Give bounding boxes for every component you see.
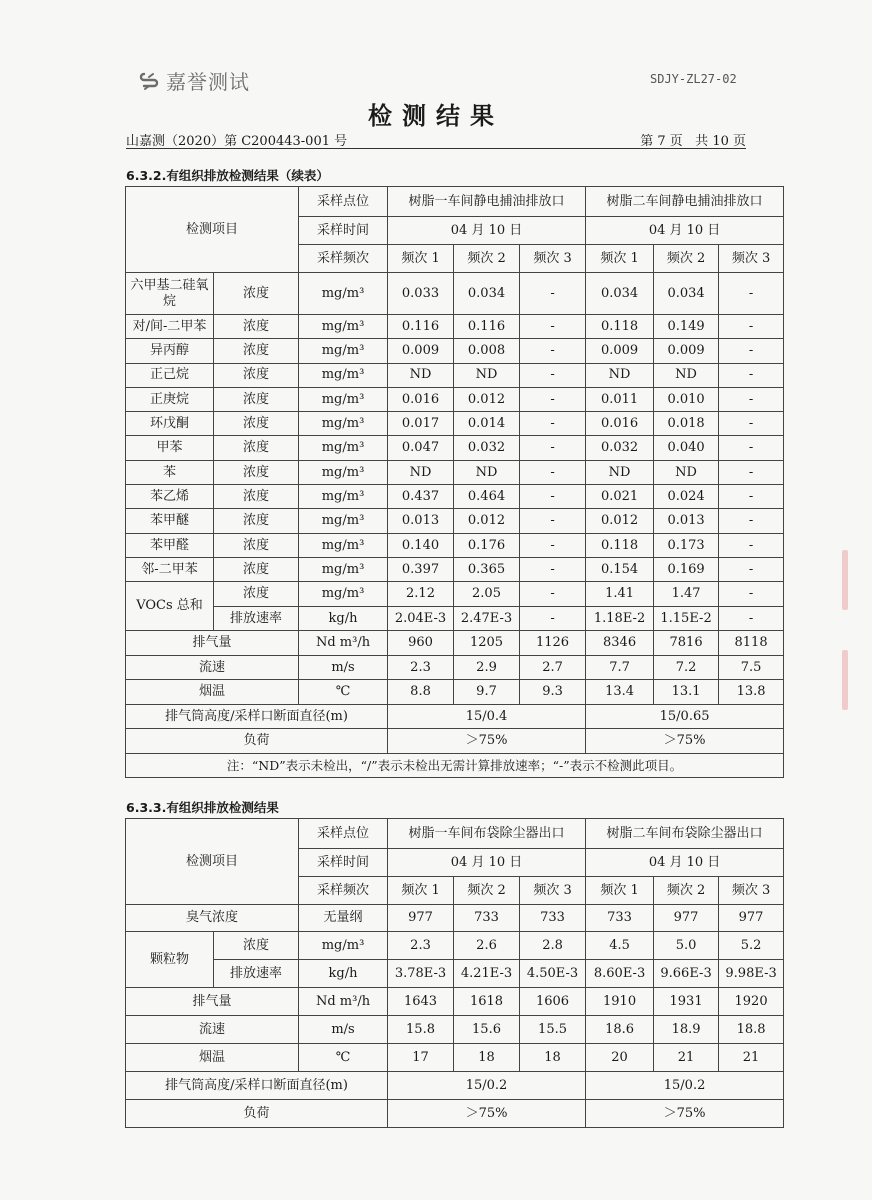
param-cell: 浓度	[214, 387, 299, 411]
value-cell: -	[719, 509, 784, 533]
value-cell: 2.6	[454, 932, 520, 960]
unit-cell: kg/h	[299, 960, 388, 988]
table-row	[126, 631, 784, 656]
value-cell: 4.50E-3	[520, 960, 586, 988]
value-a: 15/0.2	[388, 1072, 586, 1100]
unit-cell: mg/m³	[299, 932, 388, 960]
company-logo	[138, 66, 250, 95]
value-cell: -	[719, 315, 784, 339]
unit-cell: 无量纲	[299, 905, 388, 932]
value-cell: 7.7	[586, 655, 654, 680]
value-cell: 0.014	[454, 412, 520, 436]
value-cell: 0.009	[586, 339, 654, 363]
unit-cell: mg/m³	[299, 557, 388, 581]
value-cell: -	[719, 387, 784, 411]
table-row	[126, 187, 784, 217]
table-row	[126, 436, 784, 460]
document-code: SDJY-ZL27-02	[650, 72, 737, 86]
param-cell: 浓度	[214, 273, 299, 315]
value-cell: ND	[454, 363, 520, 387]
param-name: 流速	[126, 655, 299, 680]
value-cell: 1931	[654, 988, 719, 1016]
value-cell: -	[520, 460, 586, 484]
value-cell: 2.04E-3	[388, 606, 454, 631]
unit-cell: mg/m³	[299, 533, 388, 557]
value-cell: -	[719, 436, 784, 460]
value-cell: 9.66E-3	[654, 960, 719, 988]
unit-cell: m/s	[299, 1016, 388, 1044]
value-cell: 15.6	[454, 1016, 520, 1044]
value-cell: 18	[520, 1044, 586, 1072]
value-cell: 15.8	[388, 1016, 454, 1044]
compound-name: 对/间-二甲苯	[126, 315, 214, 339]
param-cell: 浓度	[214, 509, 299, 533]
value-cell: 4.21E-3	[454, 960, 520, 988]
value-cell: 0.176	[454, 533, 520, 557]
value-cell: 0.012	[586, 509, 654, 533]
value-cell: 2.05	[454, 582, 520, 607]
compound-name: 正庚烷	[126, 387, 214, 411]
freq-header: 频次 3	[520, 877, 586, 905]
param-name: 负荷	[126, 1100, 388, 1128]
value-b: 15/0.2	[586, 1072, 784, 1100]
value-cell: 0.012	[454, 509, 520, 533]
point-a: 树脂一车间布袋除尘器出口	[388, 819, 586, 849]
unit-cell: mg/m³	[299, 315, 388, 339]
value-cell: -	[719, 460, 784, 484]
value-cell: 21	[719, 1044, 784, 1072]
table-row	[126, 533, 784, 557]
page-counter: 第 7 页 共 10 页	[640, 134, 746, 149]
freq-header: 频次 2	[654, 877, 719, 905]
value-cell: -	[520, 363, 586, 387]
value-a: ＞75%	[388, 1100, 586, 1128]
value-cell: 3.78E-3	[388, 960, 454, 988]
param-name: 排气量	[126, 988, 299, 1016]
compound-name: 异丙醇	[126, 339, 214, 363]
value-cell: 8.60E-3	[586, 960, 654, 988]
unit-cell: mg/m³	[299, 363, 388, 387]
compound-name: 甲苯	[126, 436, 214, 460]
value-cell: 0.008	[454, 339, 520, 363]
table-row	[126, 905, 784, 932]
unit-cell: mg/m³	[299, 460, 388, 484]
table-row	[126, 339, 784, 363]
value-cell: 0.011	[586, 387, 654, 411]
value-cell: 9.98E-3	[719, 960, 784, 988]
value-b: ＞75%	[586, 1100, 784, 1128]
param-name: 烟温	[126, 680, 299, 705]
unit-cell: mg/m³	[299, 339, 388, 363]
param-name: 臭气浓度	[126, 905, 299, 932]
freq-header: 频次 1	[388, 245, 454, 273]
value-cell: ND	[586, 460, 654, 484]
table-row	[126, 729, 784, 754]
param-name: 排气筒高度/采样口断面直径(m)	[126, 1072, 388, 1100]
value-a: ＞75%	[388, 729, 586, 754]
freq-header: 频次 2	[454, 877, 520, 905]
table-row	[126, 960, 784, 988]
value-cell: 960	[388, 631, 454, 656]
param-name: 烟温	[126, 1044, 299, 1072]
value-cell: 977	[654, 905, 719, 932]
freq-header: 频次 3	[520, 245, 586, 273]
compound-name: 六甲基二硅氧烷	[126, 273, 214, 315]
value-cell: -	[520, 339, 586, 363]
value-cell: -	[719, 339, 784, 363]
unit-cell: Nd m³/h	[299, 988, 388, 1016]
value-cell: 18	[454, 1044, 520, 1072]
value-cell: -	[719, 557, 784, 581]
value-cell: 13.8	[719, 680, 784, 705]
value-cell: -	[719, 412, 784, 436]
freq-header: 频次 2	[654, 245, 719, 273]
unit-cell: mg/m³	[299, 485, 388, 509]
value-cell: 0.009	[654, 339, 719, 363]
value-cell: 1910	[586, 988, 654, 1016]
value-cell: 2.47E-3	[454, 606, 520, 631]
value-cell: -	[520, 582, 586, 607]
value-cell: 2.3	[388, 655, 454, 680]
value-cell: 0.034	[586, 273, 654, 315]
page-title: 检测结果	[368, 102, 504, 130]
unit-cell: ℃	[299, 1044, 388, 1072]
value-cell: 0.013	[388, 509, 454, 533]
param-cell: 浓度	[214, 436, 299, 460]
value-cell: 0.016	[586, 412, 654, 436]
value-cell: 7.5	[719, 655, 784, 680]
point-b: 树脂二车间静电捕油排放口	[586, 187, 784, 217]
compound-name: 环戊酮	[126, 412, 214, 436]
seal-edge-mark	[842, 550, 848, 610]
table-row	[126, 1044, 784, 1072]
value-cell: 13.4	[586, 680, 654, 705]
point-b: 树脂二车间布袋除尘器出口	[586, 819, 784, 849]
value-cell: -	[719, 606, 784, 631]
freq-header: 频次 2	[454, 245, 520, 273]
value-cell: 0.169	[654, 557, 719, 581]
value-cell: 0.118	[586, 315, 654, 339]
value-cell: ND	[388, 460, 454, 484]
value-cell: -	[520, 557, 586, 581]
date-b: 04 月 10 日	[586, 849, 784, 877]
value-cell: 1.47	[654, 582, 719, 607]
time-label: 采样时间	[299, 849, 388, 877]
report-number: 山嘉测（2020）第 C200443-001 号	[126, 134, 348, 149]
table-row	[126, 606, 784, 631]
freq-header: 频次 3	[719, 877, 784, 905]
param-cell: 浓度	[214, 557, 299, 581]
time-label: 采样时间	[299, 217, 388, 245]
seal-edge-mark	[842, 650, 848, 710]
value-cell: 1.41	[586, 582, 654, 607]
unit-cell: kg/h	[299, 606, 388, 631]
value-cell: 9.7	[454, 680, 520, 705]
value-cell: -	[520, 485, 586, 509]
param-cell: 浓度	[214, 315, 299, 339]
unit-cell: Nd m³/h	[299, 631, 388, 656]
point-label: 采样点位	[299, 819, 388, 849]
value-cell: 733	[454, 905, 520, 932]
param-cell: 浓度	[214, 485, 299, 509]
table-note: 注：“ND”表示未检出，“/”表示未检出无需计算排放速率；“-”表示不检测此项目。	[126, 753, 784, 777]
date-a: 04 月 10 日	[388, 849, 586, 877]
unit-cell: ℃	[299, 680, 388, 705]
value-cell: 0.021	[586, 485, 654, 509]
value-cell: 2.3	[388, 932, 454, 960]
table-row	[126, 819, 784, 849]
value-cell: 18.6	[586, 1016, 654, 1044]
freq-header: 频次 1	[586, 877, 654, 905]
date-a: 04 月 10 日	[388, 217, 586, 245]
param-cell: 排放速率	[214, 606, 299, 631]
table-row	[126, 1016, 784, 1044]
item-header: 检测项目	[126, 187, 299, 273]
logo-text: 嘉誉测试	[166, 70, 250, 94]
unit-cell: mg/m³	[299, 582, 388, 607]
value-cell: -	[520, 533, 586, 557]
value-cell: 18.8	[719, 1016, 784, 1044]
value-cell: -	[520, 315, 586, 339]
value-cell: 7816	[654, 631, 719, 656]
value-cell: 0.118	[586, 533, 654, 557]
compound-name: 苯乙烯	[126, 485, 214, 509]
section-title-6-3-2: 6.3.2.有组织排放检测结果（续表）	[126, 168, 329, 183]
param-name: 排气量	[126, 631, 299, 656]
point-label: 采样点位	[299, 187, 388, 217]
param-name: 流速	[126, 1016, 299, 1044]
date-b: 04 月 10 日	[586, 217, 784, 245]
unit-cell: m/s	[299, 655, 388, 680]
value-cell: -	[520, 412, 586, 436]
value-cell: 1.18E-2	[586, 606, 654, 631]
table-row	[126, 988, 784, 1016]
value-cell: 4.5	[586, 932, 654, 960]
table-row	[126, 1072, 784, 1100]
value-cell: 18.9	[654, 1016, 719, 1044]
value-cell: 0.017	[388, 412, 454, 436]
value-cell: 1618	[454, 988, 520, 1016]
value-cell: 0.034	[654, 273, 719, 315]
value-cell: 7.2	[654, 655, 719, 680]
value-cell: ND	[454, 460, 520, 484]
particles-name: 颗粒物	[126, 932, 214, 988]
value-cell: 0.040	[654, 436, 719, 460]
param-cell: 浓度	[214, 533, 299, 557]
compound-name: 邻-二甲苯	[126, 557, 214, 581]
value-cell: -	[520, 509, 586, 533]
value-cell: 0.437	[388, 485, 454, 509]
value-cell: ND	[388, 363, 454, 387]
param-cell: 浓度	[214, 460, 299, 484]
unit-cell: mg/m³	[299, 412, 388, 436]
compound-name: 苯甲醛	[126, 533, 214, 557]
value-cell: 1606	[520, 988, 586, 1016]
unit-cell: mg/m³	[299, 436, 388, 460]
value-cell: 0.116	[388, 315, 454, 339]
value-b: 15/0.65	[586, 704, 784, 729]
value-cell: -	[520, 606, 586, 631]
value-cell: 0.016	[388, 387, 454, 411]
unit-cell: mg/m³	[299, 509, 388, 533]
table-row	[126, 680, 784, 705]
table-row	[126, 509, 784, 533]
param-cell: 浓度	[214, 582, 299, 607]
value-cell: 0.024	[654, 485, 719, 509]
value-cell: 0.012	[454, 387, 520, 411]
table-row	[126, 460, 784, 484]
freq-header: 频次 1	[586, 245, 654, 273]
value-cell: 17	[388, 1044, 454, 1072]
table-row	[126, 753, 784, 777]
value-cell: -	[520, 436, 586, 460]
value-cell: 8346	[586, 631, 654, 656]
value-cell: 0.149	[654, 315, 719, 339]
table-row	[126, 932, 784, 960]
value-cell: 0.047	[388, 436, 454, 460]
value-cell: 0.018	[654, 412, 719, 436]
compound-name: 正己烷	[126, 363, 214, 387]
freq-header: 频次 3	[719, 245, 784, 273]
param-cell: 浓度	[214, 363, 299, 387]
value-cell: 733	[520, 905, 586, 932]
value-cell: 2.9	[454, 655, 520, 680]
table-row	[126, 655, 784, 680]
value-cell: ND	[586, 363, 654, 387]
value-cell: 5.2	[719, 932, 784, 960]
value-cell: 2.12	[388, 582, 454, 607]
table-row	[126, 485, 784, 509]
value-cell: 2.7	[520, 655, 586, 680]
value-cell: 13.1	[654, 680, 719, 705]
param-cell: 浓度	[214, 412, 299, 436]
table-row	[126, 412, 784, 436]
results-table-1	[125, 186, 784, 778]
freq-header: 频次 1	[388, 877, 454, 905]
value-cell: ND	[654, 460, 719, 484]
section-title-6-3-3: 6.3.3.有组织排放检测结果	[126, 800, 279, 815]
value-cell: 733	[586, 905, 654, 932]
value-cell: -	[719, 582, 784, 607]
param-cell: 排放速率	[214, 960, 299, 988]
freq-label: 采样频次	[299, 245, 388, 273]
table-row	[126, 363, 784, 387]
value-cell: 1.15E-2	[654, 606, 719, 631]
value-cell: 0.032	[454, 436, 520, 460]
table-row	[126, 582, 784, 607]
value-cell: 0.010	[654, 387, 719, 411]
value-cell: 0.397	[388, 557, 454, 581]
value-cell: 21	[654, 1044, 719, 1072]
value-cell: 0.173	[654, 533, 719, 557]
value-cell: 0.464	[454, 485, 520, 509]
value-cell: 1205	[454, 631, 520, 656]
value-cell: 977	[719, 905, 784, 932]
unit-cell: mg/m³	[299, 387, 388, 411]
value-cell: 0.032	[586, 436, 654, 460]
results-table-2	[125, 818, 784, 1128]
value-cell: 20	[586, 1044, 654, 1072]
table-row	[126, 704, 784, 729]
value-cell: -	[719, 363, 784, 387]
item-header: 检测项目	[126, 819, 299, 905]
value-cell: 1643	[388, 988, 454, 1016]
value-cell: 0.033	[388, 273, 454, 315]
value-cell: -	[520, 387, 586, 411]
value-cell: 0.154	[586, 557, 654, 581]
logo-icon	[138, 70, 160, 92]
value-cell: 15.5	[520, 1016, 586, 1044]
table-row	[126, 315, 784, 339]
value-cell: 1920	[719, 988, 784, 1016]
value-cell: 0.116	[454, 315, 520, 339]
value-cell: 0.013	[654, 509, 719, 533]
param-cell: 浓度	[214, 339, 299, 363]
value-cell: 0.365	[454, 557, 520, 581]
value-b: ＞75%	[586, 729, 784, 754]
freq-label: 采样频次	[299, 877, 388, 905]
value-cell: 0.034	[454, 273, 520, 315]
compound-name: 苯	[126, 460, 214, 484]
value-cell: 8.8	[388, 680, 454, 705]
value-cell: 5.0	[654, 932, 719, 960]
value-cell: -	[719, 485, 784, 509]
value-cell: -	[719, 273, 784, 315]
param-name: 排气筒高度/采样口断面直径(m)	[126, 704, 388, 729]
vocs-name: VOCs 总和	[126, 582, 214, 631]
value-cell: 0.140	[388, 533, 454, 557]
value-cell: 977	[388, 905, 454, 932]
compound-name: 苯甲醚	[126, 509, 214, 533]
value-a: 15/0.4	[388, 704, 586, 729]
unit-cell: mg/m³	[299, 273, 388, 315]
point-a: 树脂一车间静电捕油排放口	[388, 187, 586, 217]
value-cell: 9.3	[520, 680, 586, 705]
value-cell: -	[520, 273, 586, 315]
param-cell: 浓度	[214, 932, 299, 960]
value-cell: 2.8	[520, 932, 586, 960]
table-row	[126, 273, 784, 315]
value-cell: -	[719, 533, 784, 557]
report-reference-line	[126, 130, 746, 149]
value-cell: 0.009	[388, 339, 454, 363]
value-cell: 8118	[719, 631, 784, 656]
table-row	[126, 387, 784, 411]
param-name: 负荷	[126, 729, 388, 754]
table-row	[126, 557, 784, 581]
table-row	[126, 1100, 784, 1128]
value-cell: 1126	[520, 631, 586, 656]
value-cell: ND	[654, 363, 719, 387]
